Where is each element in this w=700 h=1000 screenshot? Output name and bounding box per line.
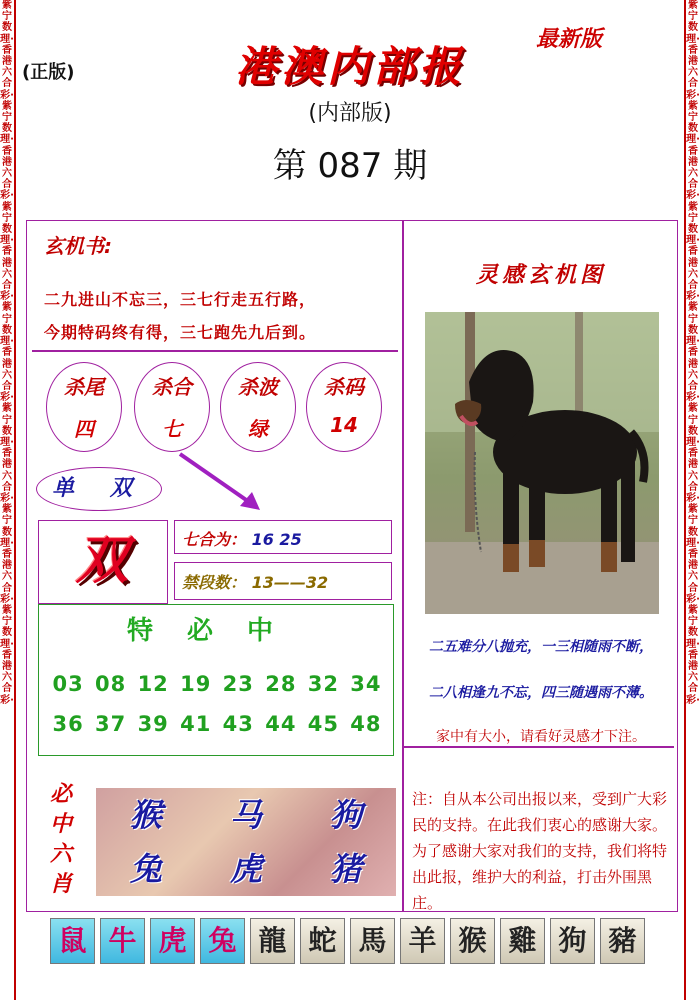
kill-wave-circle [220,362,296,452]
zodiac-cell: 蛇 [300,918,345,964]
zodiac-animal: 虎 [229,850,262,888]
zodiac-cell: 兔 [200,918,245,964]
edition-label: (正版) [22,62,75,83]
riddle-label: 玄机书: [44,234,112,258]
six-zodiac-char: 肖 [49,872,72,897]
seven-combo-label: 七合为： [182,530,247,549]
zodiac-animal: 狗 [329,796,362,834]
kill-range-label: 禁段数： [182,573,247,592]
riddle-line-2: 今期特码终有得，三七跑先九后到。 [44,323,317,342]
zodiac-cell: 牛 [100,918,145,964]
seven-combo-value: 16 25 [251,530,302,549]
six-zodiac-label [46,780,76,900]
special-number: 37 [95,712,127,736]
kill-combo-value: 七 [162,417,182,441]
arrow-icon [170,448,270,518]
zodiac-cell: 狗 [550,918,595,964]
special-number: 08 [95,672,127,696]
kill-range-value: 13——32 [251,573,329,592]
notice-divider [404,746,674,748]
special-number: 03 [52,672,84,696]
kill-combo-label: 杀合 [152,375,192,399]
special-number: 45 [307,712,339,736]
seven-combo-row [182,527,302,550]
latest-version-label: 最新版 [536,27,603,52]
zodiac-cell: 馬 [350,918,395,964]
kill-tail-value: 四 [74,417,94,441]
kill-tail-circle [46,362,122,452]
zodiac-cell: 豬 [600,918,645,964]
kill-combo-circle [134,362,210,452]
zodiac-cell: 猴 [450,918,495,964]
inspiration-line-2: 二八相逢九不忘，四三随遇雨不薄。 [429,685,653,701]
kill-number-value: 14 [330,413,358,437]
six-zodiac-char: 必 [49,782,72,807]
big-even-char: 双 [75,531,128,591]
zodiac-cell: 雞 [500,918,545,964]
zodiac-animal: 猪 [329,850,362,888]
kill-wave-label: 杀波 [238,375,278,399]
special-number: 41 [180,712,212,736]
zodiac-animal: 兔 [129,850,162,888]
kill-number-circle [306,362,382,452]
special-number: 39 [137,712,169,736]
zodiac-cell: 虎 [150,918,195,964]
odd-even-oval: 单 双 [36,467,162,511]
riddle-divider [32,350,398,352]
right-border-text: 紫宁数理·香港六合彩·紫宁数理·香港六合彩·紫宁数理·香港六合彩·紫宁数理·香港六合彩·紫宁数理·香港六合彩·紫宁数理·香港六合彩·紫宁数理·香港六合彩· [686,0,700,706]
special-number: 48 [350,712,382,736]
six-zodiac-char: 六 [49,842,72,867]
kill-tail-label: 杀尾 [64,375,104,399]
page-subtitle: (内部版) [308,101,392,126]
special-row-1 [40,672,394,696]
special-title: 特必中 [126,616,307,646]
six-zodiac-char: 中 [49,812,72,837]
special-number: 19 [180,672,212,696]
zodiac-photo-grid [96,788,396,896]
kill-wave-value: 绿 [248,417,268,441]
page-title: 港澳内部报 [234,42,465,91]
special-number: 43 [222,712,254,736]
left-border-text: 紫宁数理·香港六合彩·紫宁数理·香港六合彩·紫宁数理·香港六合彩·紫宁数理·香港六合彩·紫宁数理·香港六合彩·紫宁数理·香港六合彩·紫宁数理·香港六合彩· [0,0,14,706]
dog-photo [425,312,659,614]
inspiration-note: 家中有大小，请看好灵感才下注。 [436,729,646,745]
special-number: 36 [52,712,84,736]
notice-text: 注：自从本公司出报以来，受到广大彩民的支持。在此我们衷心的感谢大家。为了感谢大家对我们的支持，我们将特出此报，维护大的利益，打击外围黑庄。 [412,790,668,912]
kill-number-label: 杀码 [324,375,364,399]
zodiac-animal: 马 [229,796,262,834]
special-row-2 [40,712,394,736]
special-number: 32 [307,672,339,696]
issue-number: 第 087 期 [272,146,428,186]
zodiac-cell: 龍 [250,918,295,964]
zodiac-cell: 鼠 [50,918,95,964]
special-number: 34 [350,672,382,696]
zodiac-cell: 羊 [400,918,445,964]
special-number: 44 [265,712,297,736]
special-number: 28 [265,672,297,696]
kill-range-row [182,570,328,593]
zodiac-animal: 猴 [129,796,162,834]
special-number: 12 [137,672,169,696]
inspiration-line-1: 二五难分八抛充，一三相随雨不断， [429,639,653,655]
inspiration-title: 灵感玄机图 [475,263,606,288]
riddle-line-1: 二九进山不忘三，三七行走五行路， [44,290,317,309]
special-number: 23 [222,672,254,696]
